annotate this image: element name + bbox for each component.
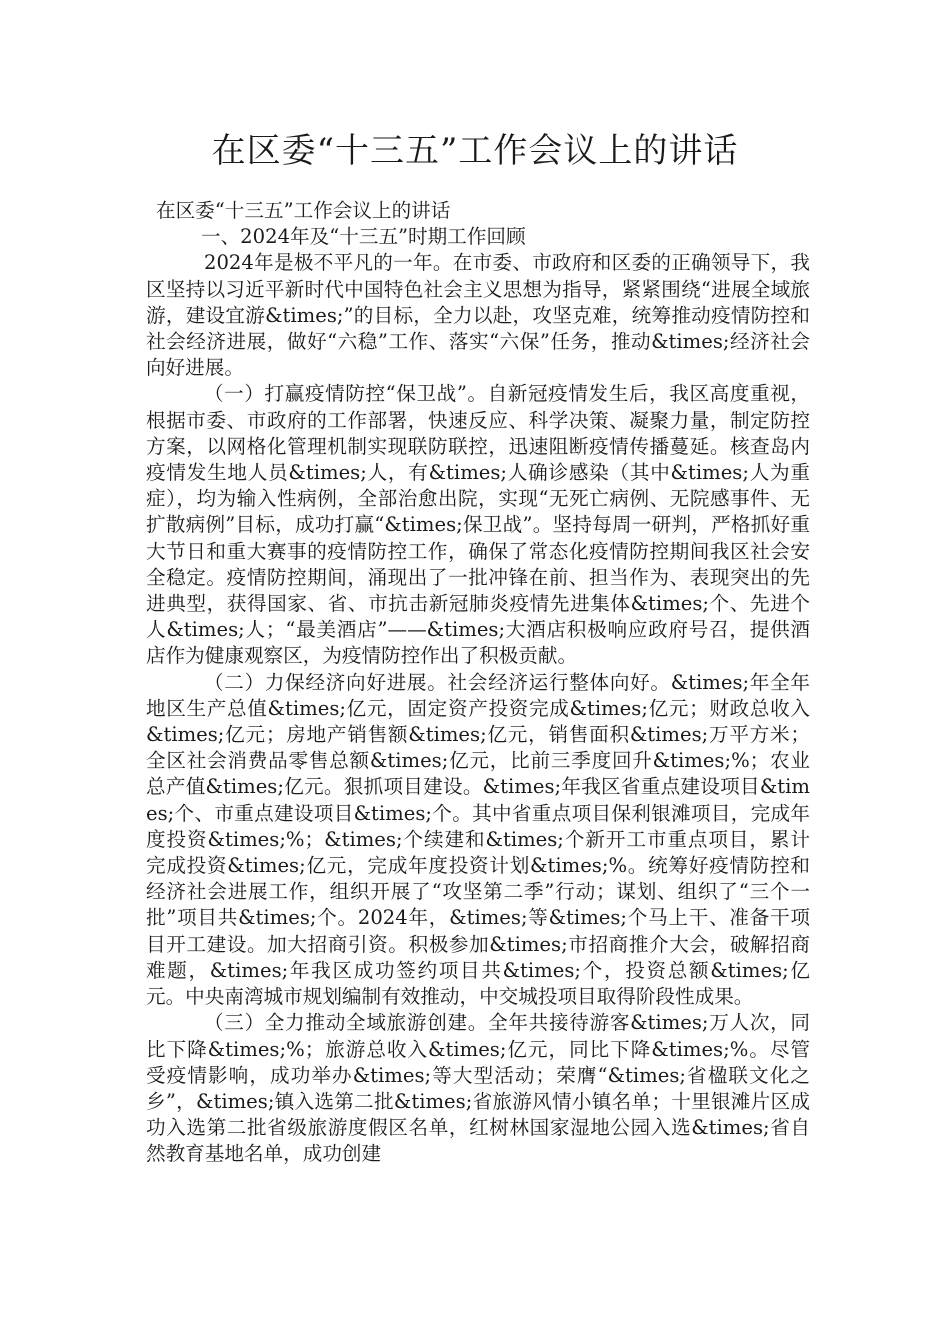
paragraph-tourism: （三）全力推动全域旅游创建。全年共接待游客&times;万人次，同比下降&times;%；旅游总收入&times;亿元，同比下降&times;%。尽管受疫情影响，成功举办&times;等大型活动；荣膺“&times;省楹联文化之乡”，&times;镇入选第二批&times;省旅游风情小镇名单；十里银滩片区成功入选第二批省级旅游度假区名单，红树林国家湿地公园入选&times;省自然教育基地名单，成功创建 xyxy=(146,1011,810,1166)
paragraph-intro: 2024年是极不平凡的一年。在市委、市政府和区委的正确领导下，我区坚持以习近平新时代中国特色社会主义思想为指导，紧紧围绕“进展全域旅游，建设宜游&times;”的目标，全力以赴，攻坚克难，统筹推动疫情防控和社会经济进展，做好“六稳”工作、落实“六保”任务，推动&times;经济社会向好进展。 xyxy=(146,251,810,380)
paragraph-economy: （二）力保经济向好进展。社会经济运行整体向好。&times;年全年地区生产总值&times;亿元，固定资产投资完成&times;亿元；财政总收入&times;亿元；房地产销售额&times;亿元，销售面积&times;万平方米；全区社会消费品零售总额&times;亿元，比前三季度回升&times;%；农业总产值&times;亿元。狠抓项目建设。&times;年我区省重点建设项目&times;个、市重点建设项目&times;个。其中省重点项目保利银滩项目，完成年度投资&times;%；&times;个续建和&times;个新开工市重点项目，累计完成投资&times;亿元，完成年度投资计划&times;%。统筹好疫情防控和经济社会进展工作，组织开展了“攻坚第二季”行动；谋划、组织了“三个一批”项目共&times;个。2024年，&times;等&times;个马上干、准备干项目开工建设。加大招商引资。积极参加&times;市招商推介大会，破解招商难题，&times;年我区成功签约项目共&times;个，投资总额&times;亿元。中央南湾城市规划编制有效推动，中交城投项目取得阶段性成果。 xyxy=(146,670,810,1009)
section-heading: 一、2024年及“十三五”时期工作回顾 xyxy=(201,225,526,249)
document-subtitle: 在区委“十三五”工作会议上的讲话 xyxy=(156,199,451,222)
document-title: 在区委“十三五”工作会议上的讲话 xyxy=(211,131,739,171)
document-body xyxy=(146,198,810,1168)
paragraph-epidemic-control: （一）打赢疫情防控“保卫战”。自新冠疫情发生后，我区高度重视，根据市委、市政府的工作部署，快速反应、科学决策、凝聚力量，制定防控方案，以网格化管理机制实现联防联控，迅速阻断疫情传播蔓延。核查岛内疫情发生地人员&times;人，有&times;人确诊感染（其中&times;人为重症），均为输入性病例，全部治愈出院，实现“无死亡病例、无院感事件、无扩散病例”目标，成功打赢“&times;保卫战”。坚持每周一研判，严格抓好重大节日和重大赛事的疫情防控工作，确保了常态化疫情防控期间我区社会安全稳定。疫情防控期间，涌现出了一批冲锋在前、担当作为、表现突出的先进典型，获得国家、省、市抗击新冠肺炎疫情先进集体&times;个、先进个人&times;人；“最美酒店”——&times;大酒店积极响应政府号召，提供酒店作为健康观察区，为疫情防控作出了积极贡献。 xyxy=(146,382,810,668)
